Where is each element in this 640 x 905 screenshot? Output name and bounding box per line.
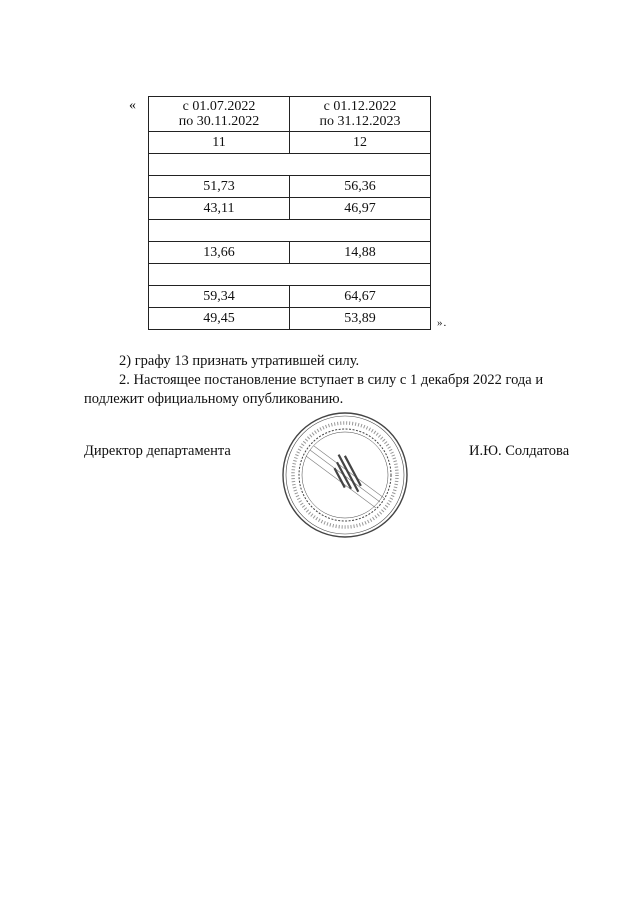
table-row <box>149 308 431 330</box>
column-number: 12 <box>290 132 431 154</box>
table-cell: 13,66 <box>149 242 290 264</box>
paragraph-publication: подлежит официальному опубликованию. <box>84 391 344 407</box>
paragraph-item-2: 2) графу 13 признать утратившей силу. <box>119 353 360 369</box>
closing-quote: ». <box>437 317 448 329</box>
tariff-table <box>148 96 431 330</box>
paragraph-effective-date: 2. Настоящее постановление вступает в силу с 1 декабря 2022 года и <box>119 372 544 388</box>
table-row-blank <box>149 154 431 176</box>
table-row <box>149 242 431 264</box>
table-row-blank <box>149 264 431 286</box>
table-row <box>149 286 431 308</box>
header-period-2: с 01.12.2022 по 31.12.2023 <box>290 97 431 132</box>
table-cell: 46,97 <box>290 198 431 220</box>
table-cell: 56,36 <box>290 176 431 198</box>
opening-quote: « <box>129 98 136 113</box>
signatory-name: И.Ю. Солдатова <box>469 443 570 459</box>
table-row <box>149 198 431 220</box>
blank-cell <box>149 220 431 242</box>
header-period-1: с 01.07.2022 по 30.11.2022 <box>149 97 290 132</box>
column-number-row <box>149 132 431 154</box>
blank-cell <box>149 264 431 286</box>
table-cell: 43,11 <box>149 198 290 220</box>
table-cell: 14,88 <box>290 242 431 264</box>
signatory-title: Директор департамента <box>84 443 231 459</box>
blank-cell <box>149 154 431 176</box>
table-cell: 53,89 <box>290 308 431 330</box>
table-row <box>149 176 431 198</box>
table-cell: 59,34 <box>149 286 290 308</box>
table-header-row <box>149 97 431 132</box>
official-seal-icon <box>280 410 410 540</box>
table-cell: 49,45 <box>149 308 290 330</box>
table-row-blank <box>149 220 431 242</box>
table-cell: 51,73 <box>149 176 290 198</box>
column-number: 11 <box>149 132 290 154</box>
table-cell: 64,67 <box>290 286 431 308</box>
